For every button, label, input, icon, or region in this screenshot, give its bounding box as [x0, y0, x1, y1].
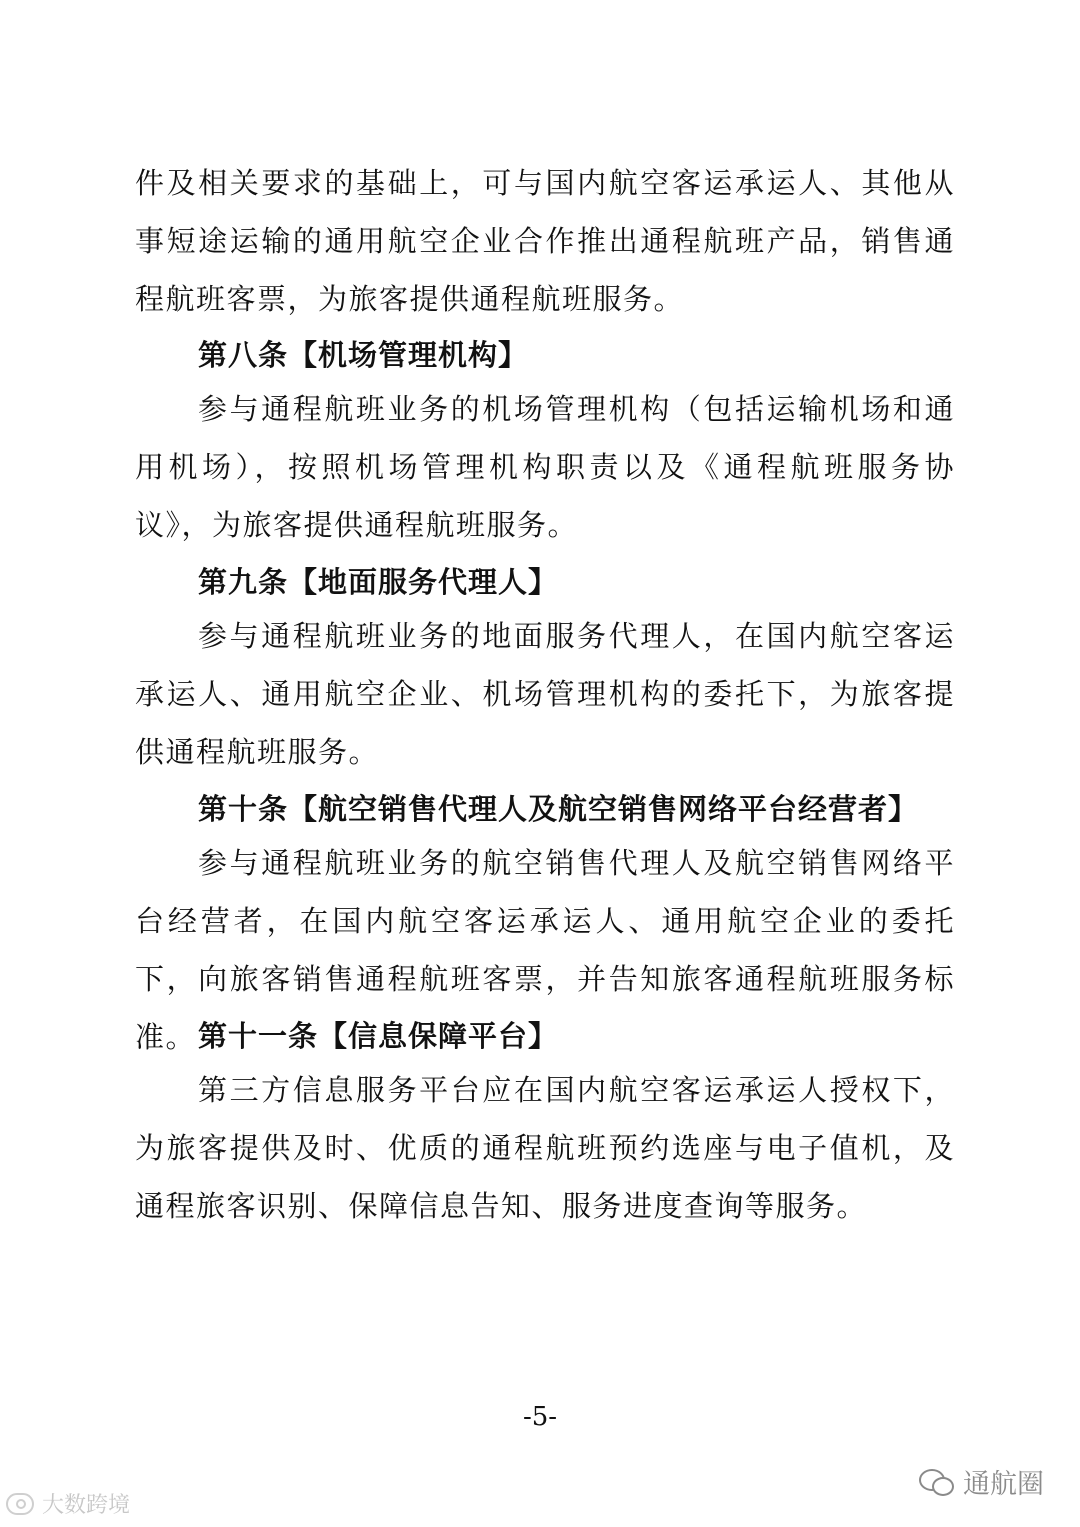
- article-11-heading: 第十一条【信息保障平台】: [198, 1019, 559, 1053]
- article-9-heading: 第九条【地面服务代理人】: [198, 565, 559, 599]
- watermark-right-text: 通航圈: [963, 1469, 1044, 1500]
- wechat-icon: [919, 1467, 953, 1497]
- article-11-body: 第三方信息服务平台应在国内航空客运承运人授权下，为旅客提供及时、优质的通程航班预约选座与电子值机，及通程旅客识别、保障信息告知、服务进度查询等服务。: [135, 1073, 955, 1223]
- article-10-heading: 第十条【航空销售代理人及航空销售网络平台经营者】: [198, 792, 919, 826]
- article-9-body: 参与通程航班业务的地面服务代理人，在国内航空客运承运人、通用航空企业、机场管理机构的委托下，为旅客提供通程航班服务。: [135, 619, 955, 769]
- page-number: -5-: [522, 1402, 558, 1432]
- watermark-right: [919, 1462, 1044, 1501]
- article-8-heading: 第八条【机场管理机构】: [198, 338, 529, 372]
- article-8-body: 参与通程航班业务的机场管理机构（包括运输机场和通用机场），按照机场管理机构职责以及《通程航班服务协议》，为旅客提供通程航班服务。: [135, 392, 955, 542]
- watermark-left: [6, 1488, 130, 1519]
- intro-paragraph: 件及相关要求的基础上，可与国内航空客运承运人、其他从事短途运输的通用航空企业合作推出通程航班产品，销售通程航班客票，为旅客提供通程航班服务。: [135, 166, 955, 316]
- watermark-left-text: 大数跨境: [42, 1493, 131, 1518]
- eye-logo-icon: [6, 1493, 34, 1515]
- article-10-body: 参与通程航班业务的航空销售代理人及航空销售网络平台经营者，在国内航空客运承运人、通用航空企业的委托下，向旅客销售通程航班客票，并告知旅客通程航班服务标准。: [135, 846, 955, 1054]
